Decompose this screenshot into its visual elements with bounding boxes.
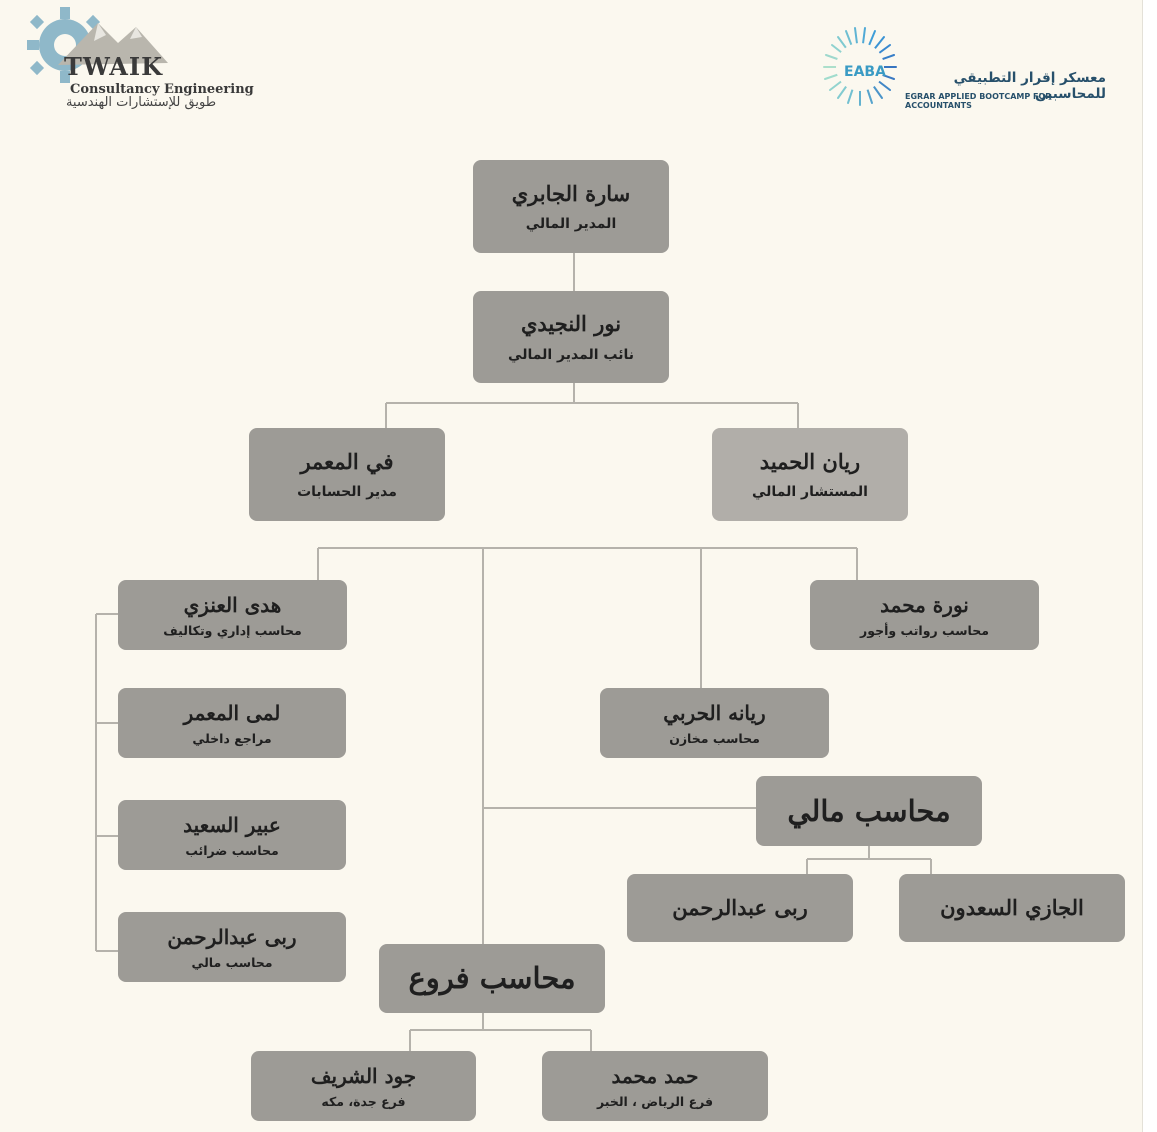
node-name: حمد محمد: [611, 1063, 699, 1088]
node-name: الجازي السعدون: [940, 895, 1084, 921]
node-aljazi[interactable]: [899, 874, 1125, 942]
node-name: ربى عبدالرحمن: [167, 924, 297, 949]
node-role: محاسب إداري وتكاليف: [163, 622, 302, 638]
node-name: ربى عبدالرحمن: [672, 895, 808, 921]
node-ruba[interactable]: [627, 874, 853, 942]
node-role: المستشار المالي: [752, 484, 868, 501]
node-financial-accountant[interactable]: [756, 776, 982, 846]
node-name: محاسب مالي: [787, 793, 951, 828]
node-name: عبير السعيد: [183, 812, 281, 837]
node-role: فرع جدة، مكه: [321, 1093, 406, 1109]
node-name: في المعمر: [300, 448, 394, 474]
node-name: ريان الحميد: [759, 448, 861, 474]
node-name: نور النجيدي: [520, 311, 622, 337]
node-role: فرع الرياض ، الخبر: [596, 1093, 714, 1109]
node-huda[interactable]: [118, 580, 347, 650]
node-role: محاسب رواتب وأجور: [860, 622, 989, 638]
node-cfo[interactable]: [473, 160, 669, 253]
node-name: محاسب فروع: [408, 961, 576, 996]
node-role: مراجع داخلي: [192, 730, 272, 746]
node-hamad[interactable]: [542, 1051, 768, 1121]
node-name: لمى المعمر: [183, 700, 281, 725]
node-role: المدير المالي: [525, 216, 617, 233]
node-role: مدير الحسابات: [297, 484, 397, 501]
node-abeer[interactable]: [118, 800, 346, 870]
twaik-subtitle: Consultancy Engineering: [70, 82, 254, 97]
node-rayana[interactable]: [600, 688, 829, 758]
eaba-mark: EABA: [844, 64, 886, 80]
node-name: نورة محمد: [880, 592, 969, 617]
twaik-arabic-name: طويق للإستشارات الهندسية: [65, 95, 217, 110]
node-financial-advisor[interactable]: [712, 428, 908, 521]
twaik-title: TWAIK: [64, 52, 163, 81]
node-noura[interactable]: [810, 580, 1039, 650]
node-deputy[interactable]: [473, 291, 669, 383]
node-name: جود الشريف: [310, 1063, 417, 1088]
eaba-arabic-name: معسكر إقرار التطبيقي للمحاسبين: [953, 70, 1106, 102]
node-lama[interactable]: [118, 688, 346, 758]
node-accounts-manager[interactable]: [249, 428, 445, 521]
node-name: سارة الجابري: [511, 180, 631, 206]
node-branch-accountant[interactable]: [379, 944, 605, 1013]
node-name: هدى العنزي: [183, 592, 282, 617]
eaba-english-name: EGRAR APPLIED BOOTCAMP FOR ACCOUNTANTS: [905, 92, 1052, 110]
node-role: محاسب ضرائب: [185, 842, 279, 858]
node-role: نائب المدير المالي: [508, 346, 634, 363]
node-ruba-financial[interactable]: [118, 912, 346, 982]
node-jood[interactable]: [251, 1051, 476, 1121]
node-role: محاسب مالي: [191, 954, 273, 970]
node-role: محاسب مخازن: [669, 730, 760, 746]
node-name: ريانه الحربي: [663, 700, 766, 725]
